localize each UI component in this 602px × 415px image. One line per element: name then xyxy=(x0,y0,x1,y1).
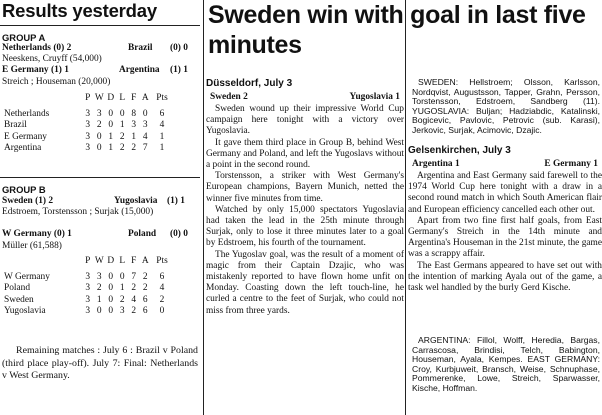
away-score: (0) 0 xyxy=(170,43,188,53)
away-score: (1) 1 xyxy=(167,196,185,206)
divider xyxy=(0,25,200,26)
main-article xyxy=(206,0,404,415)
scorers: Müller (61,588) xyxy=(2,241,62,251)
table-header: P W D L F A Pts xyxy=(85,256,168,266)
paragraph: Torstensson, a striker with West Germany's European champions, Bayern Munich, netted the winner five minutes from time. xyxy=(206,171,404,204)
away-team: Brazil xyxy=(128,43,153,53)
scorers: Edstroem, Torstensson ; Surjak (15,000) xyxy=(2,207,154,217)
match-row xyxy=(2,43,200,54)
match-result: Argentina 1 E Germany 1 xyxy=(412,159,598,169)
away-score: (0) 0 xyxy=(170,229,188,239)
table-row: Argentina 3 0 1 2 2 7 1 xyxy=(4,143,165,154)
paragraph: Sweden wound up their impressive World Cup campaign here tonight with a victory over Yugoslavia. xyxy=(206,104,404,137)
standings-table-b xyxy=(4,256,173,318)
lineups: ARGENTINA: Fillol, Wolff, Heredia, Bargas, Carrascosa, Brindisi, Telch, Babington, Houseman, Ayala, Kempes. EAST GERMANY: Croy, Kurbjuweit, Bransch, Weise, Schnuphase, Pommerenke, Lowe, Streich, Sparwasser, Kische, Hoffman. xyxy=(412,335,600,393)
paragraph: Argentina and East Germany said farewell to the 1974 World Cup here tonight with a draw in a second round match in which South American flair and European efficiency cancelled each other out. xyxy=(408,171,602,215)
results-title: Results yesterday xyxy=(2,0,157,21)
divider xyxy=(0,177,200,178)
match-row xyxy=(2,65,200,76)
away-team: Poland xyxy=(128,229,157,239)
home-team: Sweden xyxy=(2,196,33,206)
table-row: Brazil 3 2 0 1 3 3 4 xyxy=(4,120,165,131)
paragraph: The East Germans appeared to have set out with the intention of marking Ayala out of the game, a task wel handled by the burly Gerd Kische. xyxy=(408,260,602,294)
column-divider xyxy=(203,0,204,415)
match-row xyxy=(2,196,200,207)
article-body xyxy=(206,104,404,317)
dateline: Düsseldorf, July 3 xyxy=(206,78,293,89)
paragraph: It gave them third place in Group B, behind West Germany and Poland, and left the Yugoslavs without a point in the second round. xyxy=(206,137,404,171)
home-score: (0) 2 xyxy=(53,43,72,53)
article-body xyxy=(408,171,602,294)
headline: Sweden win with goal in last five minutes xyxy=(208,1,586,59)
scorers: Neeskens, Cruyff (54,000) xyxy=(2,54,102,64)
table-row: Yugoslavia 3 0 0 3 2 6 0 xyxy=(4,306,165,317)
home-score: (0) 1 xyxy=(53,229,72,239)
table-header: P W D L F A Pts xyxy=(85,93,168,103)
home-team: W Germany xyxy=(2,229,52,239)
paragraph: Watched by only 15,000 spectators Yugoslavia had taken the lead in the 25th minute through Surjak, only to lose it three minutes later to a goal by Edstroem, his fourth of the tournament. xyxy=(206,204,404,249)
results-column xyxy=(0,0,200,415)
table-row: Poland 3 2 0 1 2 2 4 xyxy=(4,283,165,294)
home-score: (1) 2 xyxy=(35,196,54,206)
table-row: W Germany 3 3 0 0 7 2 6 xyxy=(4,271,165,282)
home-team: Netherlands xyxy=(2,43,51,53)
table-row: Netherlands 3 3 0 0 8 0 6 xyxy=(4,108,165,119)
side-article xyxy=(408,0,602,415)
dateline: Gelsenkirchen, July 3 xyxy=(408,145,511,156)
group-b-heading: GROUP B xyxy=(2,184,46,195)
away-team: Yugoslavia xyxy=(114,196,158,206)
away-team: Argentina xyxy=(119,65,160,75)
table-row: E Germany 3 0 1 2 1 4 1 xyxy=(4,131,165,142)
match-row xyxy=(2,229,200,240)
away-score: (1) 1 xyxy=(170,65,188,75)
column-divider xyxy=(405,0,406,415)
paragraph: The Yugoslav goal, was the result of a moment of magic from their Captain Dzajic, who was mistakenly reported to have flown home unfit on Monday. Coasting down the left touch-line, he curled a centre to the feet of Surjak, who could not miss from three yards. xyxy=(206,249,404,316)
home-team: E Germany xyxy=(2,65,49,75)
match-result: Sweden 2 Yugoslavia 1 xyxy=(210,92,400,102)
remaining-matches: Remaining matches : July 6 : Brazil v Poland (third place play-off). July 7: Final: Netherlands v West Germany. xyxy=(2,345,198,382)
table-row: Sweden 3 1 0 2 4 6 2 xyxy=(4,294,165,305)
standings-table-a xyxy=(4,93,173,155)
group-a-heading: GROUP A xyxy=(2,32,46,43)
paragraph: Apart from two fine first half goals, from East Germany's Streich in the 14th minute and Argentina's Houseman in the 21st minute, the game was a scrappy affair. xyxy=(408,215,602,260)
scorers: Streich ; Houseman (20,000) xyxy=(2,77,111,87)
home-score: (1) 1 xyxy=(50,65,69,75)
lineups: SWEDEN: Hellstroem; Olsson, Karlsson, Nordqvist, Augustsson, Tapper, Grahn, Persson, Torstensson, Edstroem, Sandberg (11). YUGOSLAVIA: Buljan; Hadziabdic, Katalinski, Bogicevic, Pavlovic, Petrovic (sub. Karasi), Jerkovic, Surjak, Acimovic, Dzajic. xyxy=(412,77,600,135)
